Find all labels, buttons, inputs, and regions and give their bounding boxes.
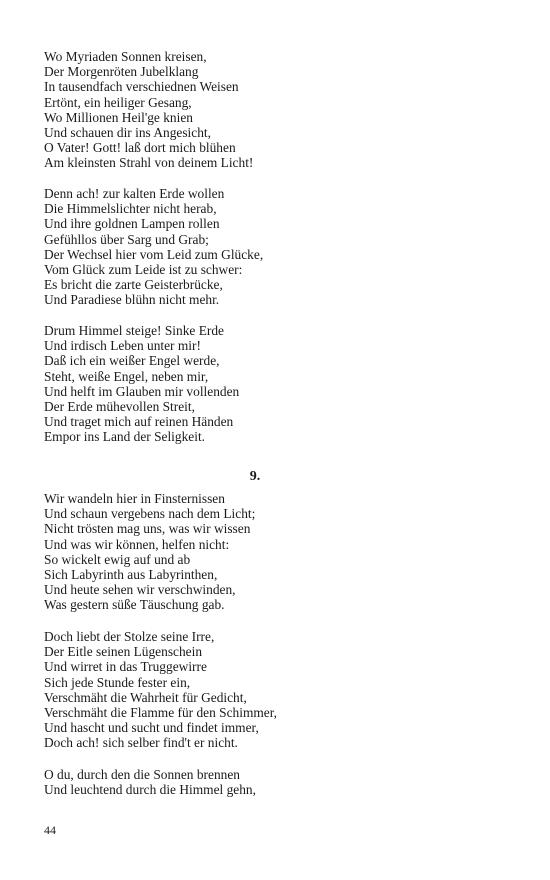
verse-line: Und hascht und sucht und findet immer, <box>44 720 259 736</box>
stanza <box>44 491 514 613</box>
verse-line: Ertönt, ein heiliger Gesang, <box>44 94 192 110</box>
verse-line: Der Morgenröten Jubelklang <box>44 64 199 80</box>
stanza <box>44 767 514 797</box>
verse-line: Und irdisch Leben unter mir! <box>44 338 201 354</box>
stanza <box>44 323 514 445</box>
verse-line: So wickelt ewig auf und ab <box>44 551 191 567</box>
verse-line: O Vater! Gott! laß dort mich blühen <box>44 140 236 156</box>
verse-line: Vom Glück zum Leide ist zu schwer: <box>44 261 243 277</box>
verse-line: Und traget mich auf reinen Händen <box>44 414 234 430</box>
verse-line: Der Wechsel hier vom Leid zum Glücke, <box>44 246 264 262</box>
stanza <box>44 49 514 171</box>
verse-line: Doch ach! sich selber find't er nicht. <box>44 735 238 751</box>
verse-line: In tausendfach verschiednen Weisen <box>44 79 239 95</box>
verse-line: Der Erde mühevollen Streit, <box>44 398 195 414</box>
verse-line: Wo Myriaden Sonnen kreisen, <box>44 49 207 64</box>
verse-line: Wir wandeln hier in Finsternissen <box>44 491 225 506</box>
verse-line: Und schauen dir ins Angesicht, <box>44 124 211 140</box>
verse-line: Nicht trösten mag uns, was wir wissen <box>44 521 251 537</box>
verse-line: Und ihre goldnen Lampen rollen <box>44 216 220 232</box>
verse-line: Verschmäht die Wahrheit für Gedicht, <box>44 689 247 705</box>
verse-line: Empor ins Land der Seligkeit. <box>44 429 206 445</box>
verse-line: Am kleinsten Strahl von deinem Licht! <box>44 155 254 171</box>
stanza <box>44 186 514 308</box>
verse-line: Sich Labyrinth aus Labyrinthen, <box>44 566 218 582</box>
poem-number: 9. <box>249 469 261 484</box>
verse-line: Der Eitle seinen Lügenschein <box>44 644 203 660</box>
verse-line: Und wirret in das Truggewirre <box>44 659 207 675</box>
verse-line: Verschmäht die Flamme für den Schimmer, <box>44 704 277 720</box>
verse-line: Und Paradiese blühn nicht mehr. <box>44 292 220 308</box>
verse-line: Was gestern süße Täuschung gab. <box>44 597 225 613</box>
verse-line: Und helft im Glauben mir vollenden <box>44 383 240 399</box>
verse-line: Die Himmelslichter nicht herab, <box>44 201 217 217</box>
verse-line: Sich jede Stunde fester ein, <box>44 674 191 690</box>
verse-line: O du, durch den die Sonnen brennen <box>44 767 240 782</box>
verse-line: Gefühllos über Sarg und Grab; <box>44 231 209 247</box>
verse-line: Daß ich ein weißer Engel werde, <box>44 353 220 369</box>
verse-line: Und was wir können, helfen nicht: <box>44 536 230 552</box>
verse-line: Steht, weiße Engel, neben mir, <box>44 368 209 384</box>
verse-line: Und schaun vergebens nach dem Licht; <box>44 506 256 522</box>
verse-line: Und heute sehen wir verschwinden, <box>44 582 236 598</box>
page-number: 44 <box>44 823 56 837</box>
verse-line: Doch liebt der Stolze seine Irre, <box>44 629 215 644</box>
verse-line: Drum Himmel steige! Sinke Erde <box>44 323 224 338</box>
verse-line: Und leuchtend durch die Himmel gehn, <box>44 782 256 798</box>
stanza <box>44 629 514 751</box>
verse-line: Es bricht die zarte Geisterbrücke, <box>44 277 223 293</box>
verse-line: Wo Millionen Heil'ge knien <box>44 109 193 125</box>
verse-line: Denn ach! zur kalten Erde wollen <box>44 186 225 201</box>
